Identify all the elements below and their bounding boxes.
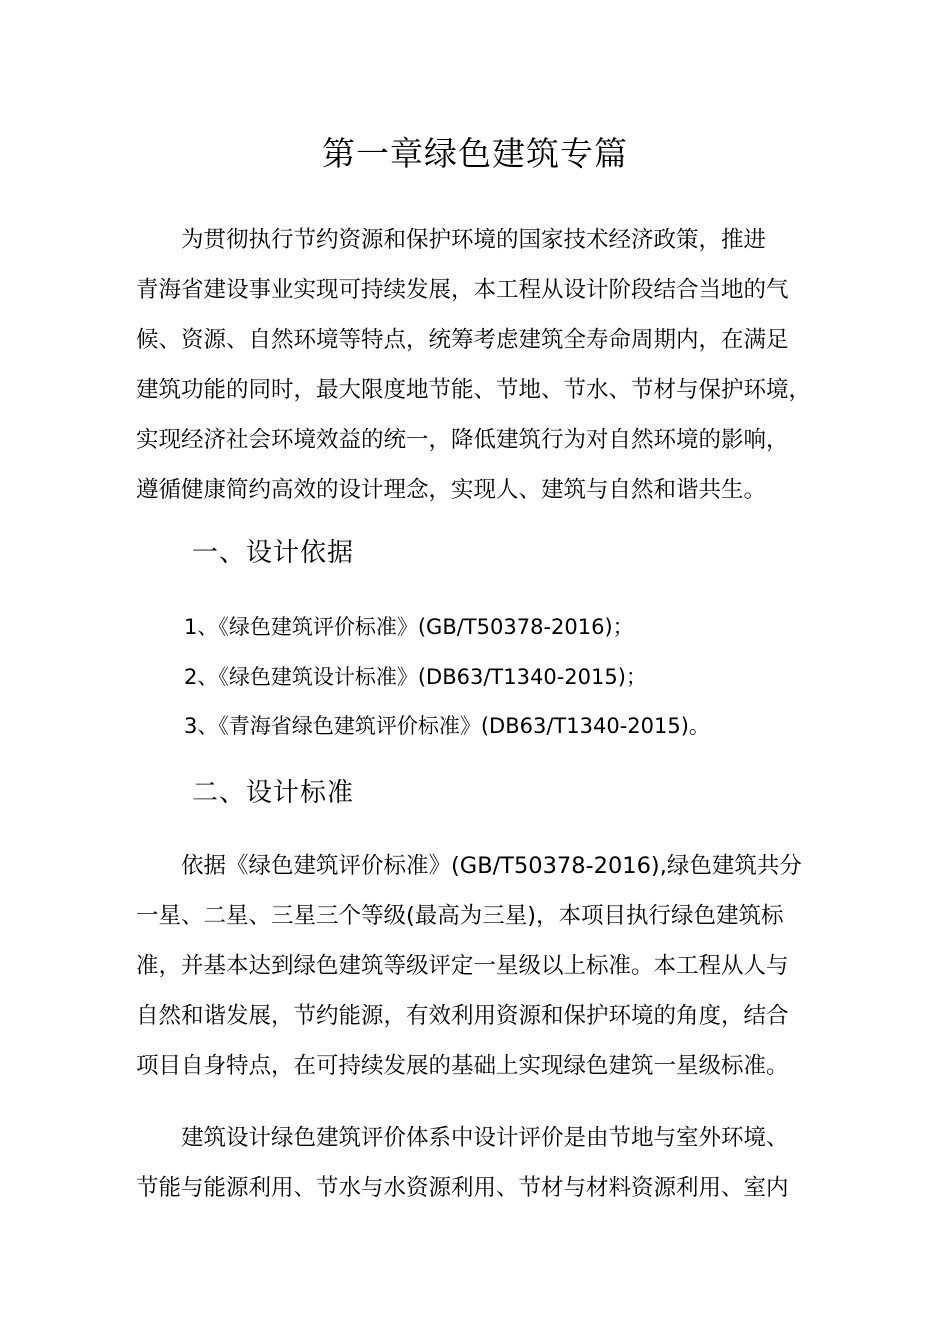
evaluation-paragraph — [136, 1113, 826, 1213]
section-heading-basis: 一、设计依据 — [192, 538, 355, 568]
intro-line: 青海省建设事业实现可持续发展，本工程从设计阶段结合当地的气 — [136, 277, 789, 303]
section-heading-standard: 二、设计标准 — [192, 778, 355, 808]
paragraph-line: 准，并基本达到绿色建筑等级评定一星级以上标准。本工程从人与 — [136, 953, 789, 979]
standard-paragraph — [136, 841, 826, 1091]
intro-paragraph — [136, 215, 826, 515]
paragraph-line: 节能与能源利用、节水与水资源利用、节材与材料资源利用、室内 — [136, 1175, 789, 1201]
paragraph-line: 依据《绿色建筑评价标准》(GB/T50378-2016),绿色建筑共分 — [136, 853, 802, 879]
intro-line: 候、资源、自然环境等特点，统筹考虑建筑全寿命周期内，在满足 — [136, 327, 789, 353]
paragraph-line: 项目自身特点，在可持续发展的基础上实现绿色建筑一星级标准。 — [136, 1053, 789, 1079]
intro-line: 为贯彻执行节约资源和保护环境的国家技术经济政策，推进 — [136, 227, 767, 253]
document-title: 第一章绿色建筑专篇 — [322, 134, 628, 173]
paragraph-line: 自然和谐发展，节约能源，有效利用资源和保护环境的角度，结合 — [136, 1003, 789, 1029]
intro-line: 遵循健康简约高效的设计理念，实现人、建筑与自然和谐共生。 — [136, 477, 767, 503]
intro-line: 建筑功能的同时，最大限度地节能、节地、节水、节材与保护环境， — [136, 377, 812, 403]
intro-line: 实现经济社会环境效益的统一，降低建筑行为对自然环境的影响， — [136, 427, 789, 453]
reference-item: 3、《青海省绿色建筑评价标准》(DB63/T1340-2015)。 — [184, 714, 710, 738]
paragraph-line: 建筑设计绿色建筑评价体系中设计评价是由节地与室外环境、 — [136, 1125, 789, 1151]
reference-item: 1、《绿色建筑评价标准》(GB/T50378-2016)； — [184, 615, 634, 639]
reference-item: 2、《绿色建筑设计标准》(DB63/T1340-2015)； — [184, 665, 647, 689]
paragraph-line: 一星、二星、三星三个等级(最高为三星)，本项目执行绿色建筑标 — [136, 903, 784, 929]
